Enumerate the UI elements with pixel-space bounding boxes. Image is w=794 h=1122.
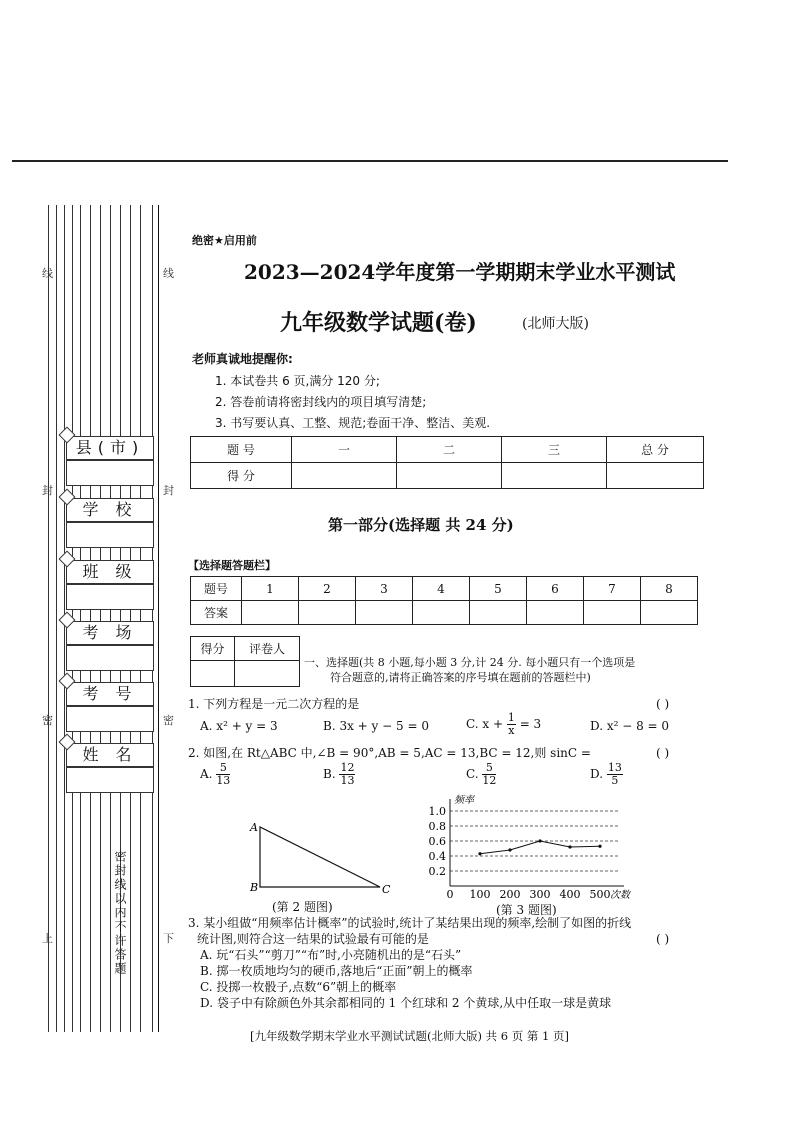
q3-option-d[interactable]: D. 袋子中有除颜色外其余都相同的 1 个红球和 2 个黄球,从中任取一球是黄球 [200, 996, 612, 1010]
field-name-label: 姓 名 [66, 743, 154, 767]
answer-cell[interactable] [584, 601, 641, 625]
answer-table [190, 576, 698, 625]
score-header: 二 [397, 437, 502, 463]
answer-label: 答案 [191, 601, 242, 625]
x-tick-label: 200 [499, 888, 521, 900]
score-table [190, 436, 704, 489]
seal-note: 密封线以内不许答题 [113, 850, 127, 976]
y-axis-label: 频率 [454, 795, 474, 806]
field-examno-label: 考 号 [66, 682, 154, 706]
q2-stem: 2. 如图,在 Rt△ABC 中,∠B = 90°,AB = 5,AC = 13,BC = 12,则 sinC = [188, 746, 591, 760]
secret-mark: 绝密★启用前 [192, 234, 257, 247]
q1-option-c[interactable] [466, 712, 541, 737]
field-examno-input[interactable] [66, 706, 154, 732]
question-number: 4 [413, 577, 470, 601]
q2-answer-paren: ( ) [656, 746, 670, 760]
field-room-input[interactable] [66, 645, 154, 671]
data-point [598, 845, 601, 848]
binding-char: 线 [42, 267, 53, 280]
score-header: 三 [502, 437, 607, 463]
question-number: 7 [584, 577, 641, 601]
grader-table [190, 636, 300, 687]
y-tick-label: 0.2 [428, 865, 446, 878]
grader-score-label: 得分 [191, 637, 235, 661]
y-tick-label: 1.0 [428, 805, 446, 818]
score-cell[interactable] [607, 463, 704, 489]
score-cell[interactable] [397, 463, 502, 489]
question-number: 3 [356, 577, 413, 601]
triangle-shape [260, 827, 380, 887]
figure-2-caption: (第 2 题图) [272, 900, 333, 914]
reminder-head: 老师真诚地提醒你: [192, 352, 293, 366]
question-number: 8 [641, 577, 698, 601]
score-cell[interactable] [292, 463, 397, 489]
q1-option-d[interactable]: D. x² − 8 = 0 [590, 719, 670, 733]
score-header: 总 分 [607, 437, 704, 463]
y-tick-label: 0.8 [428, 820, 446, 833]
score-header: 题 号 [191, 437, 292, 463]
vertex-b: B [250, 881, 259, 894]
q3-stem: 3. 某小组做“用频率估计概率”的试验时,统计了某结果出现的频率,绘制了如图的折线 [188, 916, 632, 930]
x-tick-label: 0 [446, 888, 454, 900]
field-county-input[interactable] [66, 460, 154, 486]
vertex-a: A [250, 821, 258, 834]
reminder-item: 3. 书写要认真、工整、规范;卷面干净、整洁、美观. [215, 416, 491, 430]
binding-char: 下 [163, 932, 174, 945]
q2-option-d[interactable]: D. $\frac{13}{5}$ [590, 761, 622, 787]
q1-option-b[interactable]: B. 3x + y − 5 = 0 [323, 719, 429, 733]
question-number: 6 [527, 577, 584, 601]
exam-subtitle: 九年级数学试题(卷) [280, 310, 477, 336]
section1-intro: 一、选择题(共 8 小题,每小题 3 分,计 24 分. 每小题只有一个选项是 [304, 656, 636, 669]
q2-option-c[interactable]: C. $\frac{5}{12}$ [466, 761, 497, 787]
grader-reviewer-label: 评卷人 [234, 637, 299, 661]
q3-stem2: 统计图,则符合这一结果的试验最有可能的是 [197, 932, 429, 946]
field-class-label: 班 级 [66, 560, 154, 584]
vertex-c: C [382, 883, 391, 896]
answer-cell[interactable] [242, 601, 299, 625]
q2-option-a[interactable]: A. $\frac{5}{13}$ [200, 761, 231, 787]
grader-score-cell[interactable] [191, 661, 235, 687]
answer-header: 题号 [191, 577, 242, 601]
q1-stem: 1. 下列方程是一元二次方程的是 [188, 697, 360, 711]
field-room-label: 考 场 [66, 621, 154, 645]
figure-3-chart [420, 792, 660, 900]
q1-c-text: = 3 [519, 717, 542, 731]
binding-char: 上 [42, 932, 53, 945]
binding-char: 密 [163, 714, 174, 727]
x-tick-label: 300 [529, 888, 551, 900]
x-axis-label: 次数 [610, 890, 630, 900]
figure-3-caption: (第 3 题图) [496, 903, 557, 917]
answer-cell[interactable] [356, 601, 413, 625]
field-class-input[interactable] [66, 584, 154, 610]
section1-intro2: 符合题意的,请将正确答案的序号填在题前的答题栏中) [330, 671, 591, 684]
field-name-input[interactable] [66, 767, 154, 793]
field-county-label: 县(市) [66, 436, 154, 460]
answer-bar-label: 【选择题答题栏】 [188, 559, 276, 572]
exam-title: 2023—2024学年度第一学期期末学业水平测试 [244, 260, 676, 284]
q1-answer-paren: ( ) [656, 697, 670, 711]
score-label: 得 分 [191, 463, 292, 489]
frequency-line [480, 841, 600, 854]
y-tick-label: 0.6 [428, 835, 446, 848]
score-cell[interactable] [502, 463, 607, 489]
x-tick-label: 500 [589, 888, 611, 900]
page-footer: [九年级数学期末学业水平测试试题(北师大版) 共 6 页 第 1 页] [250, 1029, 570, 1043]
answer-cell[interactable] [527, 601, 584, 625]
q3-option-c[interactable]: C. 投掷一枚骰子,点数“6”朝上的概率 [200, 980, 397, 994]
q3-answer-paren: ( ) [656, 932, 670, 946]
reminder-item: 2. 答卷前请将密封线内的项目填写清楚; [215, 395, 427, 409]
q3-option-b[interactable]: B. 掷一枚质地均匀的硬币,落地后“正面”朝上的概率 [200, 964, 473, 978]
field-school-label: 学 校 [66, 498, 154, 522]
reminder-item: 1. 本试卷共 6 页,满分 120 分; [215, 374, 380, 388]
binding-char: 封 [163, 484, 174, 497]
q1-c-fraction: $\frac{1}{x}$ [507, 711, 515, 737]
question-number: 1 [242, 577, 299, 601]
answer-cell[interactable] [641, 601, 698, 625]
data-point [538, 839, 541, 842]
binding-char: 线 [163, 267, 174, 280]
q3-option-a[interactable]: A. 玩“石头”“剪刀”“布”时,小亮随机出的是“石头” [200, 948, 462, 962]
answer-cell[interactable] [299, 601, 356, 625]
data-point [508, 848, 511, 851]
exam-edition: (北师大版) [522, 316, 589, 332]
question-number: 2 [299, 577, 356, 601]
field-school-input[interactable] [66, 522, 154, 548]
score-header: 一 [292, 437, 397, 463]
x-tick-label: 400 [559, 888, 581, 900]
grader-reviewer-cell[interactable] [234, 661, 299, 687]
q2-option-b[interactable]: B. $\frac{12}{13}$ [323, 761, 355, 787]
answer-cell[interactable] [413, 601, 470, 625]
q1-option-a[interactable]: A. x² + y = 3 [200, 719, 278, 733]
binding-char: 密 [42, 714, 53, 727]
data-point [568, 845, 571, 848]
answer-cell[interactable] [470, 601, 527, 625]
top-rule [12, 160, 728, 162]
part1-title: 第一部分(选择题 共 24 分) [328, 516, 514, 534]
q1-c-text: C. x + [466, 717, 504, 731]
y-tick-label: 0.4 [428, 850, 446, 863]
question-number: 5 [470, 577, 527, 601]
x-tick-label: 100 [469, 888, 491, 900]
data-point [478, 852, 481, 855]
binding-char: 封 [42, 484, 53, 497]
